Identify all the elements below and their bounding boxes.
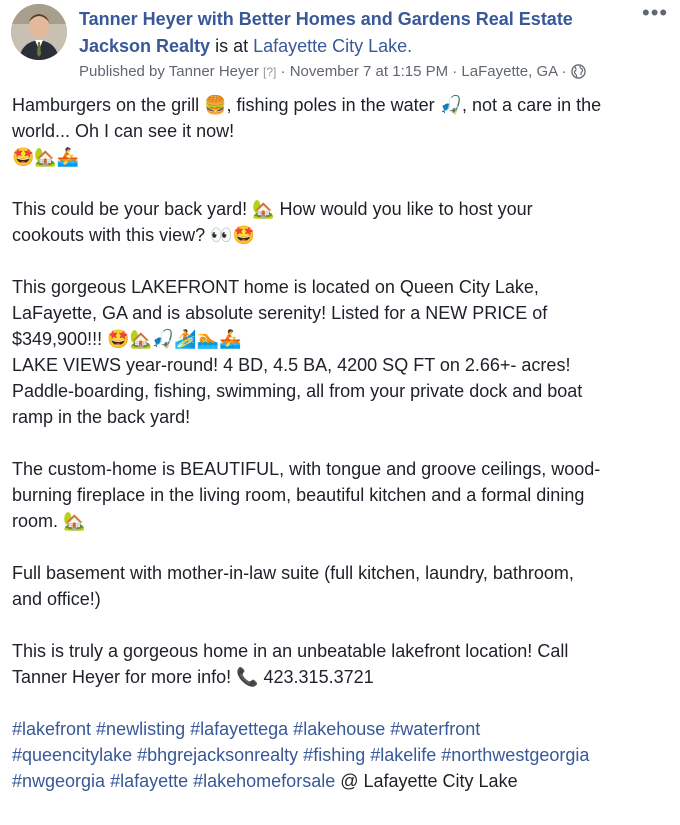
author-name-line2 — [79, 33, 412, 59]
more-options-icon[interactable]: ••• — [642, 0, 669, 25]
post-line: This gorgeous LAKEFRONT home is located on Queen City Lake, — [12, 277, 539, 297]
post-line: This could be your back yard! 🏡 How would you like to host your — [12, 199, 533, 219]
author-name-line1[interactable] — [79, 6, 573, 32]
spacer — [12, 248, 674, 274]
post-line: $349,900!!! 🤩🏡🎣🏄🏊🚣 — [12, 329, 242, 349]
post-line: ramp in the back yard! — [12, 407, 191, 427]
author-name-cont[interactable]: Jackson Realty — [79, 36, 211, 56]
post-line: Tanner Heyer for more info! 📞 423.315.3721 — [12, 667, 374, 687]
hashtag-line-last — [12, 768, 674, 794]
post-line: burning fireplace in the living room, beautiful kitchen and a formal dining — [12, 485, 585, 505]
post-line: cookouts with this view? 👀🤩 — [12, 225, 255, 245]
post-line: 🤩🏡🚣 — [12, 147, 80, 167]
post-header — [0, 0, 680, 92]
post-meta — [79, 61, 586, 83]
avatar-image — [11, 4, 67, 60]
hashtag-links[interactable]: #nwgeorgia #lafayette #lakehomeforsale — [12, 771, 336, 791]
spacer — [12, 690, 674, 716]
globe-icon[interactable] — [571, 64, 586, 79]
post-line: Paddle-boarding, fishing, swimming, all from your private dock and boat — [12, 381, 583, 401]
post-line: world... Oh I can see it now! — [12, 121, 235, 141]
post-line: LAKE VIEWS year-round! 4 BD, 4.5 BA, 4200 SQ FT on 2.66+- acres! — [12, 355, 571, 375]
hashtag-line[interactable]: #lakefront #newlisting #lafayettega #lakehouse #waterfront — [12, 719, 481, 739]
author-name[interactable]: Tanner Heyer with Better Homes and Gardens Real Estate — [79, 9, 573, 29]
hashtag-line[interactable]: #queencitylake #bhgrejacksonrealty #fishing #lakelife #northwestgeorgia — [12, 745, 590, 765]
published-by[interactable]: Published by Tanner Heyer — [79, 63, 259, 80]
spacer — [12, 170, 674, 196]
spacer — [12, 534, 674, 560]
post-line: This is truly a gorgeous home in an unbeatable lakefront location! Call — [12, 641, 569, 661]
post-line: LaFayette, GA and is absolute serenity! Listed for a NEW PRICE of — [12, 303, 548, 323]
post-line: Hamburgers on the grill 🍔, fishing poles in the water 🎣, not a care in the — [12, 95, 602, 115]
timestamp-location[interactable]: · November 7 at 1:15 PM · LaFayette, GA · — [276, 63, 571, 80]
post-line: and office!) — [12, 589, 101, 609]
post-line: The custom-home is BEAUTIFUL, with tongue and groove ceilings, wood- — [12, 459, 601, 479]
spacer — [12, 612, 674, 638]
checkin-location-link[interactable]: Lafayette City Lake. — [253, 36, 413, 56]
post-body — [12, 92, 674, 794]
post-line: room. 🏡 — [12, 511, 86, 531]
post-line: Full basement with mother-in-law suite (full kitchen, laundry, bathroom, — [12, 563, 574, 583]
author-avatar[interactable] — [11, 4, 67, 60]
spacer — [12, 430, 674, 456]
location-tag: @ Lafayette City Lake — [335, 771, 518, 791]
is-at-text: is at — [210, 36, 254, 56]
help-link[interactable]: [?] — [263, 65, 277, 79]
